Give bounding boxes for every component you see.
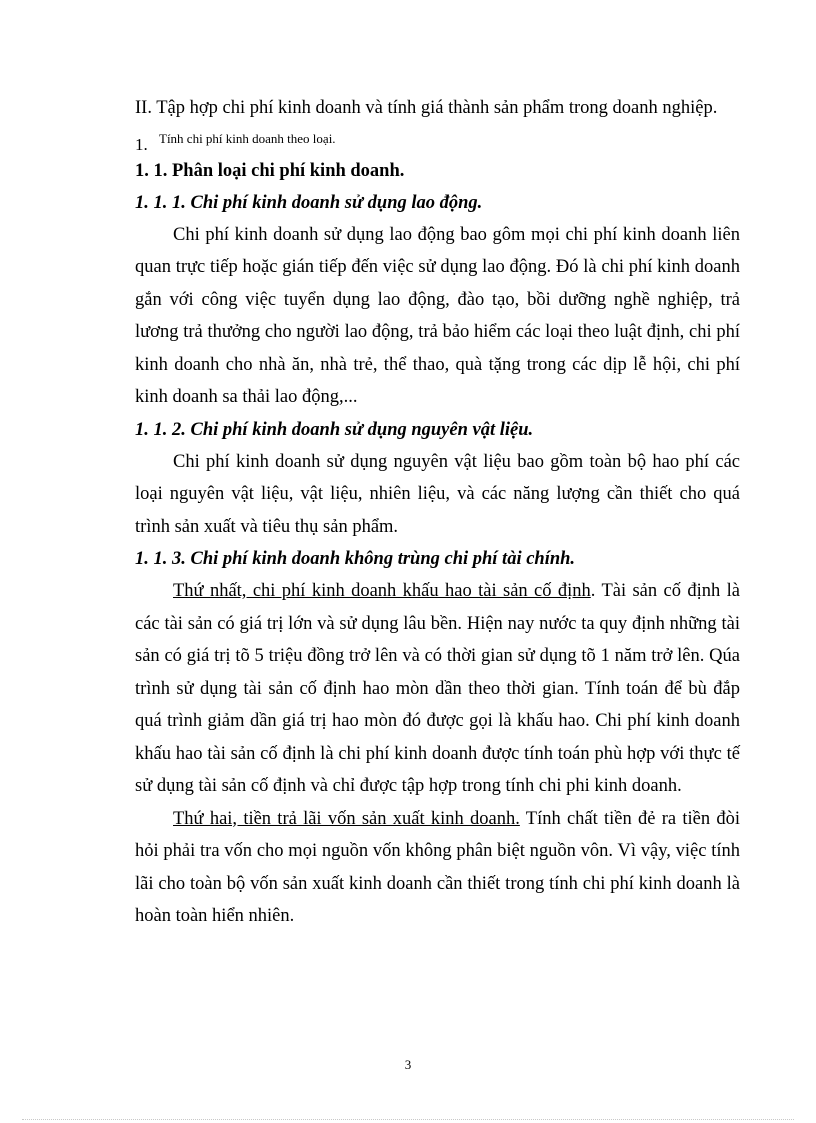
section-title: II. Tập hợp chi phí kinh doanh và tính giá thành sản phẩm trong doanh nghiệp. [135,98,718,118]
heading-1-1-3: 1. 1. 3. Chi phí kinh doanh không trùng chi phí tài chính. [135,549,576,569]
interest-body: Tính chất tiền đẻ ra tiền đòi hỏi phải tra vốn cho mọi nguồn vốn không phân biệt nguồn vôn. Vì vậy, việc tính lãi cho toàn bộ vốn sản xuất kinh doanh cần thiết trong tính chi phí kinh doanh là hoàn toàn hiển nhiên. [135,808,741,926]
document-page [135,92,740,933]
depreciation-body: . Tài sản cố định là các tài sản có giá trị lớn và sử dụng lâu bền. Hiện nay nước ta quy định những tài sản có giá trị tõ 5 triệu đồng trở lên và có thời gian sử dụng tõ 1 năm trở lên. Qúa trình sử dụng tài sản cố định hao mòn dần theo thời gian. Tính toán để bù đắp quá trình giảm dần giá trị hao mòn đó được gọi là khấu hao. Chi phí kinh doanh khấu hao tài sản cố định là chi phí kinh doanh được tính toán phù hợp với thực tế sử dụng tài sản cố định và chỉ được tập hợp trong tính chi phi kinh doanh. [135,581,740,796]
item-1-number: 1. [135,134,148,154]
page-number: 3 [404,1057,412,1072]
item-1 [135,125,740,155]
footer-divider [22,1119,794,1120]
item-1-text: Tính chi phí kinh doanh theo loại. [159,130,336,146]
paragraph-labor-costs: Chi phí kinh doanh sử dụng lao động bao gôm mọi chi phí kinh doanh liên quan trực tiếp hoặc gián tiếp đến việc sử dụng lao động. Đó là chi phí kinh doanh gắn với công việc tuyển dụng lao động, đào tạo, bồi dưỡng nghề nghiệp, trả lương trả thưởng cho người lao động, trả bảo hiểm các loại theo luật định, chi phí kinh doanh cho nhà ăn, nhà trẻ, thể thao, quà tặng trong các dịp lễ hội, chi phí kinh doanh sa thải lao động,... [135,224,740,407]
heading-1-1-2: 1. 1. 2. Chi phí kinh doanh sử dụng nguyên vật liệu. [135,419,534,440]
heading-1-1-1: 1. 1. 1. Chi phí kinh doanh sử dụng lao động. [135,192,483,213]
paragraph-material-costs: Chi phí kinh doanh sử dụng nguyên vật liệu bao gồm toàn bộ hao phí các loại nguyên vật liệu, vật liệu, nhiên liệu, và các năng lượng cần thiết cho quá trình sản xuất và tiêu thụ sản phẩm. [135,451,740,537]
depreciation-lead: Thứ nhất, chi phí kinh doanh khấu hao tài sản cố định [173,581,591,601]
paragraph-interest [135,803,740,933]
interest-lead: Thứ hai, tiền trả lãi vốn sản xuất kinh doanh. [173,808,520,829]
heading-1-1: 1. 1. Phân loại chi phí kinh doanh. [135,160,405,181]
paragraph-depreciation [135,575,740,803]
